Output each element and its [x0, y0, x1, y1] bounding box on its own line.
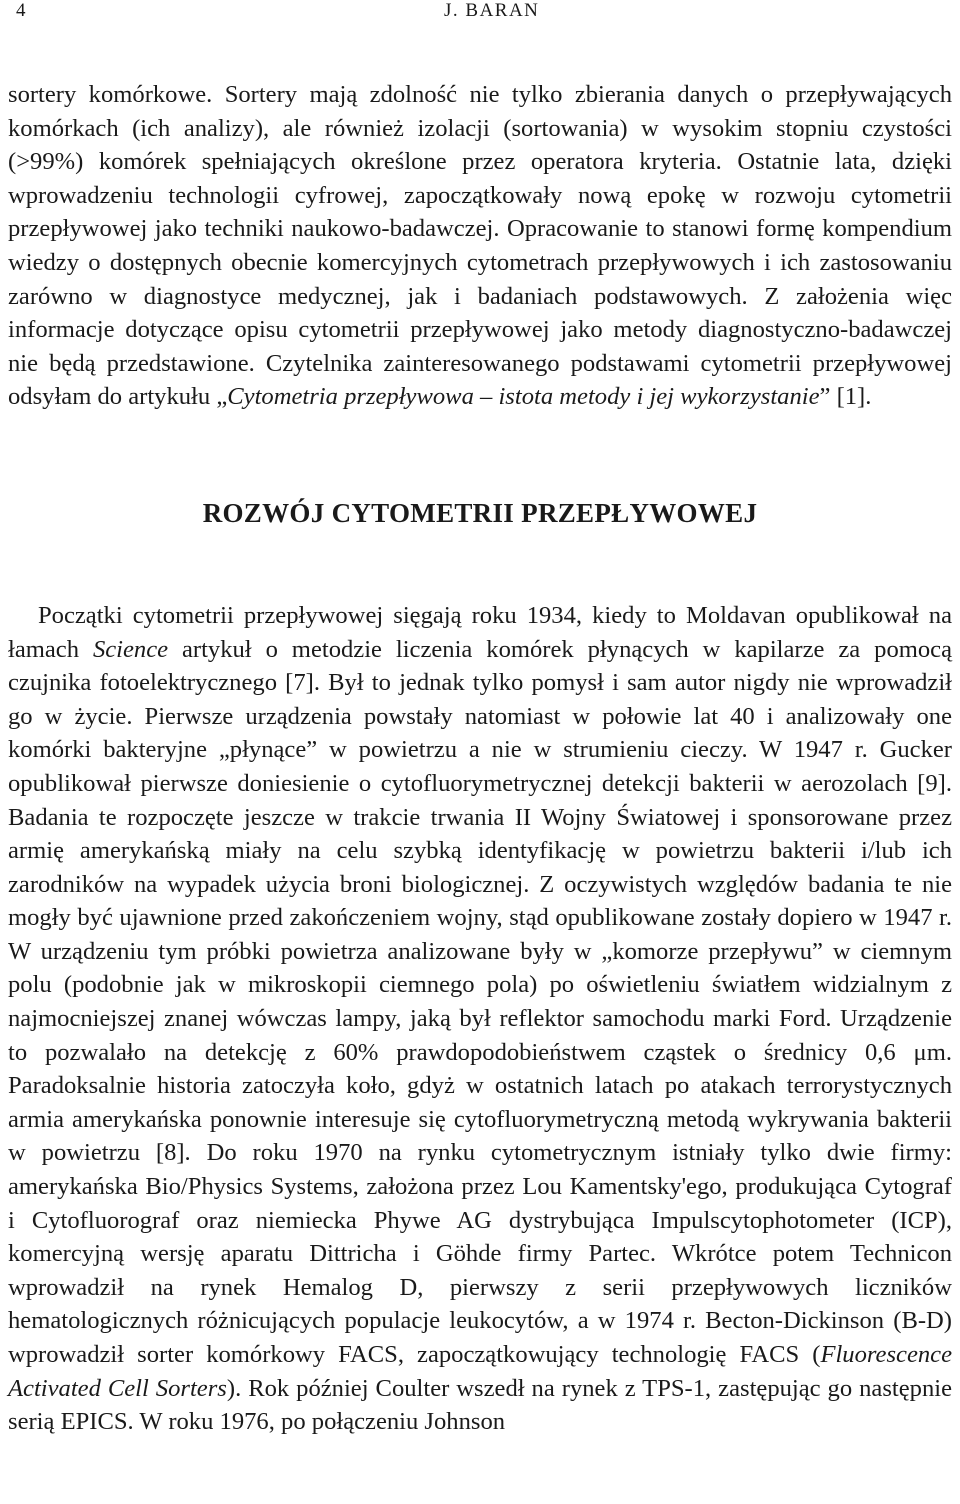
history-text-middle: artykuł o metodzie liczenia komórek płynących w kapilarze za pomocą czujnika fotoelektrycznego [7]. Był to jednak tylko pomysł i sam autor nigdy nie wprowadził go w życie. Pierwsze urządzenia powstały natomiast w połowie lat 40 i analizowały one komórki bakteryjne „płynące” w powietrzu a nie w strumieniu cieczy. W 1947 r. Gucker opublikował pierwsze doniesienie o cytofluorymetrycznej detekcji bakterii w aerozolach [9]. Badania te rozpoczęte jeszcze w trakcie trwania II Wojny Światowej i sponsorowane przez armię amerykańską miały na celu szybką identyfikację w powietrzu bakterii i/lub ich zarodników na wypadek użycia broni biologicznej. Z oczywistych względów badania te nie mogły być ujawnione przed zakończeniem wojny, stąd opublikowane zostały dopiero w 1947 r. W urządzeniu tym próbki powietrza analizowane były w „komorze przepływu” w ciemnym polu (podobnie jak w mikroskopii ciemnego pola) po oświetleniu światłem widzialnym z najmocniejszej znanej wówczas lampy, jaką był reflektor samochodu marki Ford. Urządzenie to pozwalało na detekcję z 60% prawdopodobieństwem cząstek o średnicy 0,6 μm. Paradoksalnie historia zatoczyła koło, gdyż w ostatnich latach po atakach terrorystycznych armia amerykańska ponownie interesuje się cytofluorymetryczną metodą wykrywania bakterii w powietrzu [8]. Do roku 1970 na rynku cytometrycznym istniały tylko dwie firmy: amerykańska Bio/Physics Systems, założona przez Lou Kamentsky'ego, produkująca Cytograf i Cytofluorograf oraz niemiecka Phywe AG dystrybująca Impulscytophotometer (ICP), komercyjną wersję aparatu Dittricha i Göhde firmy Partec. Wkrótce potem Technicon wprowadził na rynek Hemalog D, pierwszy z serii przepływowych liczników hematologicznych różnicujących populacje leukocytów, a w 1974 r. Becton-Dickinson (B-D) wprowadził sorter komórkowy FACS, zapoczątkowujący technologię FACS ( — [8, 635, 953, 1368]
intro-text-end: ” [1]. — [819, 383, 872, 411]
running-header — [8, 0, 952, 40]
intro-paragraph — [8, 78, 952, 414]
page-number: 4 — [16, 0, 26, 21]
history-text-start: Początki cytometrii przepływowej sięgają roku 1934, kiedy to Moldavan opublikował na łamach — [8, 601, 952, 663]
facs-expansion: Fluorescence Activated Cell Sorters — [8, 1341, 952, 1402]
history-paragraph — [8, 599, 952, 1439]
section-heading: ROZWÓJ CYTOMETRII PRZEPŁYWOWEJ — [202, 497, 758, 528]
running-title: J. BARAN — [444, 0, 540, 21]
document-page — [8, 0, 952, 1439]
journal-name: Science — [92, 635, 169, 663]
history-text-end: ). Rok później Coulter wszedł na rynek z TPS-1, zastępując go następnie serią EPICS. W roku 1976, po połączeniu Johnson — [8, 1374, 953, 1436]
cited-article-title: Cytometria przepływowa – istota metody i jej wykorzystanie — [227, 383, 820, 411]
intro-text: sortery komórkowe. Sortery mają zdolność nie tylko zbierania danych o przepływających komórkach (ich analizy), ale również izolacji (sortowania) w wysokim stopniu czystości (>99%) komórek spełniających określone przez operatora kryteria. Ostatnie lata, dzięki wprowadzeniu technologii cyfrowej, zapoczątkowały nową epokę w rozwoju cytometrii przepływowej jako techniki naukowo-badawczej. Opracowanie to stanowi formę kompendium wiedzy o dostępnych obecnie komercyjnych cytometrach przepływowych i ich zastosowaniu zarówno w diagnostyce medycznej, jak i badaniach podstawowych. Z założenia więc informacje dotyczące opisu cytometrii przepływowej jako metody diagnostyczno-badawczej nie będą przedstawione. Czytelnika zainteresowanego podstawami cytometrii przepływowej odsyłam do artykułu „ — [8, 81, 952, 411]
